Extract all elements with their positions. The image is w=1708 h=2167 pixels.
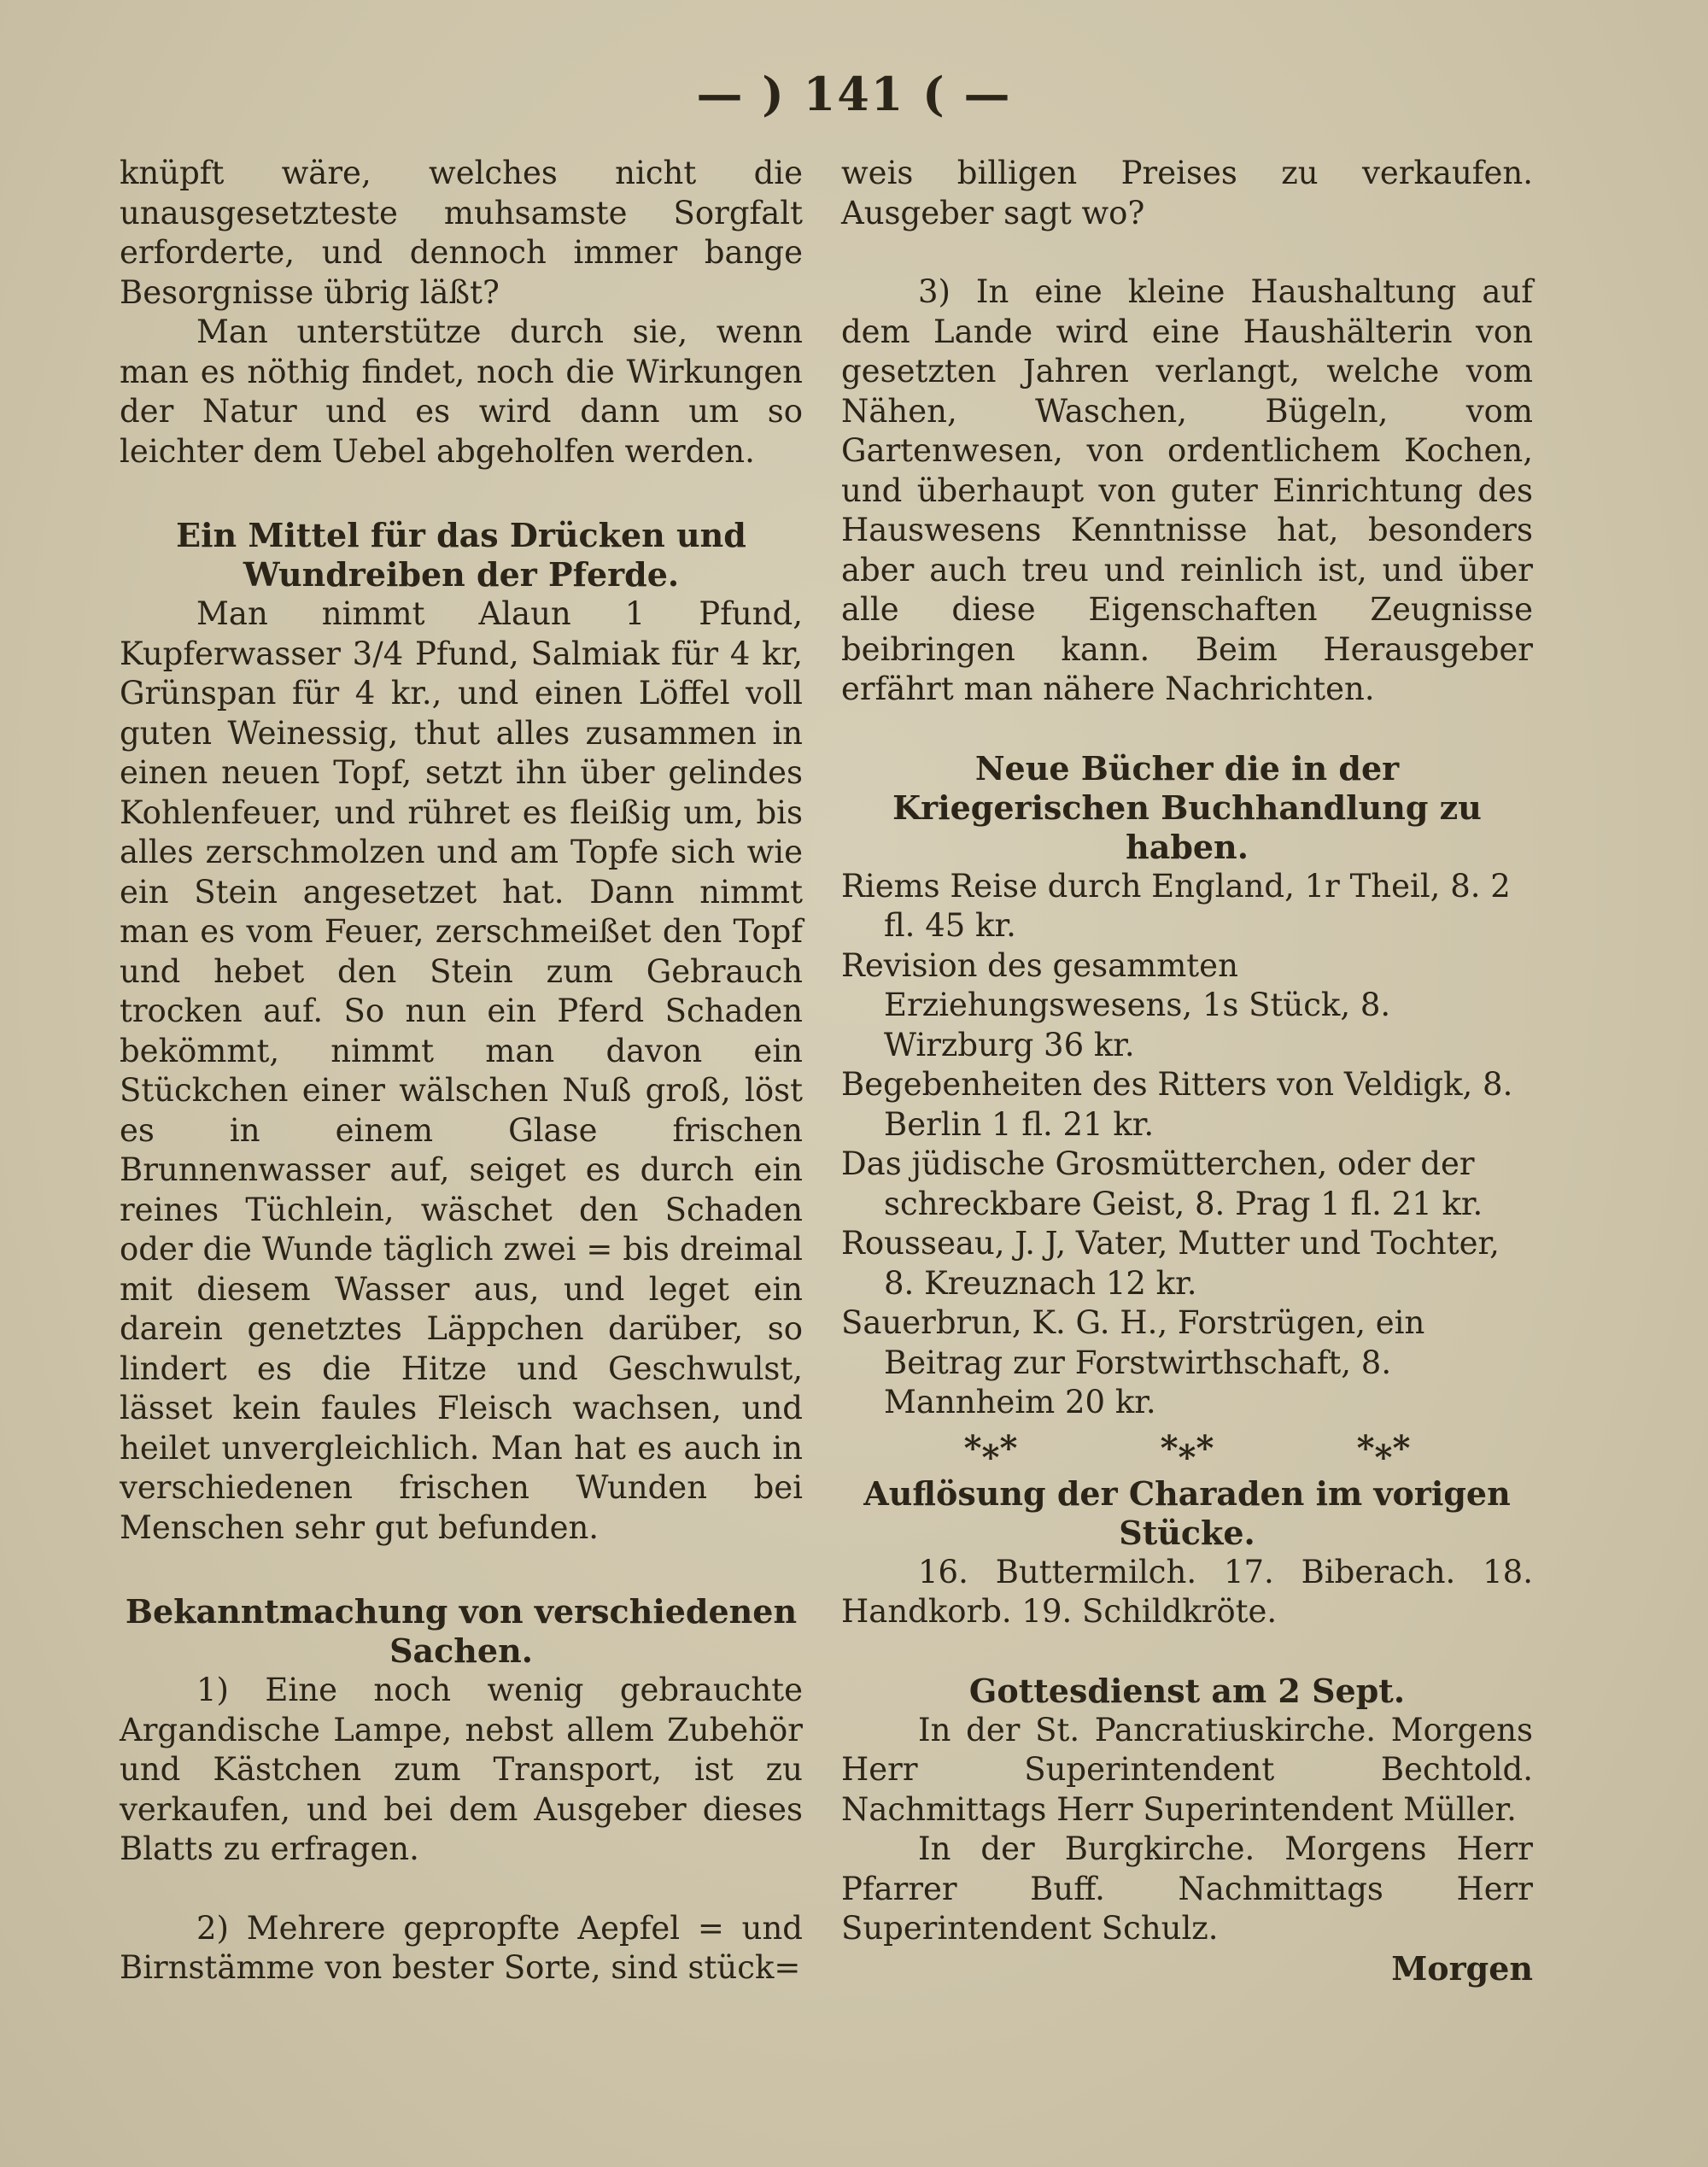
asterism: *⁎* — [1160, 1427, 1214, 1468]
book-list — [841, 867, 1533, 1423]
book-entry: Rousseau, J. J, Vater, Mutter und Tochter, 8. Kreuznach 12 kr. — [841, 1225, 1500, 1302]
book-entry: Riems Reise durch England, 1r Theil, 8. 2 fl. 45 kr. — [841, 867, 1511, 944]
left-column — [120, 154, 803, 1988]
book-entry: Sauerbrun, K. G. H., Forstrügen, ein Beitrag zur Forstwirthschaft, 8. Mannheim 20 kr. — [841, 1304, 1425, 1420]
paragraph-remedy: Man nimmt Alaun 1 Pfund, Kupferwasser 3/4 Pfund, Salmiak für 4 kr, Grünspan für 4 kr., und einen Löffel voll guten Weinessig, thut alles zusammen in einen neuen Topf, setzt ihn über gelindes Kohlenfeuer, und rühret es fleißig um, bis alles zerschmolzen und am Topfe sich wie ein Stein angesetzet hat. Dann nimmt man es vom Feuer, zerschmeißet den Topf und hebet den Stein zum Gebrauch trocken auf. So nun ein Pferd Schaden bekömmt, nimmt man davon ein Stückchen einer wälschen Nuß groß, löst es in einem Glase frischen Brunnenwasser auf, seiget es durch ein reines Tüchlein, wäschet den Schaden oder die Wunde täglich zwei = bis dreimal mit diesem Wasser aus, und leget ein darein genetztes Läppchen darüber, so lindert es die Hitze und Geschwulst, lässet kein faules Fleisch wachsen, und heilet unvergleichlich. Man hat es auch in verschiedenen frischen Wunden bei Menschen sehr gut befunden. — [120, 595, 803, 1546]
intro-paragraph: knüpft wäre, welches nicht die unausgesetzteste muhsamste Sorgfalt erforderte, und dennoch immer bange Besorgnisse übrig läßt? — [120, 155, 803, 311]
service-pancratius: In der St. Pancratiuskirche. Morgens Herr Superintendent Bechtold. Nachmittags Herr Superintendent Müller. — [841, 1711, 1533, 1828]
heading-horse-remedy: Ein Mittel für das Drücken und Wundreiben der Pferde. — [176, 516, 746, 594]
book-entry: Begebenheiten des Ritters von Veldigk, 8. Berlin 1 fl. 21 kr. — [841, 1066, 1513, 1143]
asterism-divider — [841, 1423, 1533, 1474]
heading-announcements: Bekanntmachung von verschiedenen Sachen. — [125, 1592, 798, 1670]
asterism: *⁎* — [1356, 1427, 1411, 1468]
heading-charade-solutions: Auflösung der Charaden im vorigen Stücke. — [863, 1473, 1511, 1552]
announcement-item-1: 1) Eine noch wenig gebrauchte Argandische Lampe, nebst allem Zubehör und Kästchen zum Transport, ist zu verkaufen, und bei dem Ausgeber dieses Blatts zu erfragen. — [120, 1672, 803, 1867]
asterism: *⁎* — [963, 1427, 1018, 1468]
continued-paragraph: weis billigen Preises zu verkaufen. Ausgeber sagt wo? — [841, 155, 1533, 231]
charade-solutions: 16. Buttermilch. 17. Biberach. 18. Handkorb. 19. Schildkröte. — [841, 1553, 1533, 1630]
page-number-header: — ) 141 ( — — [696, 67, 1012, 121]
heading-new-books: Neue Bücher die in der Kriegerischen Buchhandlung zu haben. — [892, 748, 1482, 866]
right-column — [841, 154, 1533, 1988]
book-entry: Revision des gesammten Erziehungswesens, 1s Stück, 8. Wirzburg 36 kr. — [841, 946, 1391, 1063]
book-entry: Das jüdische Grosmütterchen, oder der schreckbare Geist, 8. Prag 1 fl. 21 kr. — [841, 1145, 1483, 1222]
catchword: Morgen — [1391, 1948, 1533, 1988]
announcement-item-2: 2) Mehrere gepropfte Aepfel = und Birnstämme von bester Sorte, sind stück= — [120, 1909, 803, 1986]
heading-church-service: Gottesdienst am 2 Sept. — [968, 1671, 1406, 1710]
announcement-item-3: 3) In eine kleine Haushaltung auf dem Lande wird eine Haushälterin von gesetzten Jahren verlangt, welche vom Nähen, Waschen, Bügeln, vom Gartenwesen, von ordentlichem Kochen, und überhaupt von guter Einrichtung des Hauswesens Kenntnisse hat, besonders aber auch treu und reinlich ist, und über alle diese Eigenschaften Zeugnisse beibringen kann. Beim Herausgeber erfährt man nähere Nachrichten. — [841, 273, 1533, 707]
service-burgkirche: In der Burgkirche. Morgens Herr Pfarrer Buff. Nachmittags Herr Superintendent Schulz. — [841, 1830, 1533, 1947]
paragraph-nature: Man unterstütze durch sie, wenn man es nöthig findet, noch die Wirkungen der Natur und es wird dann um so leichter dem Uebel abgeholfen werden. — [120, 313, 803, 470]
